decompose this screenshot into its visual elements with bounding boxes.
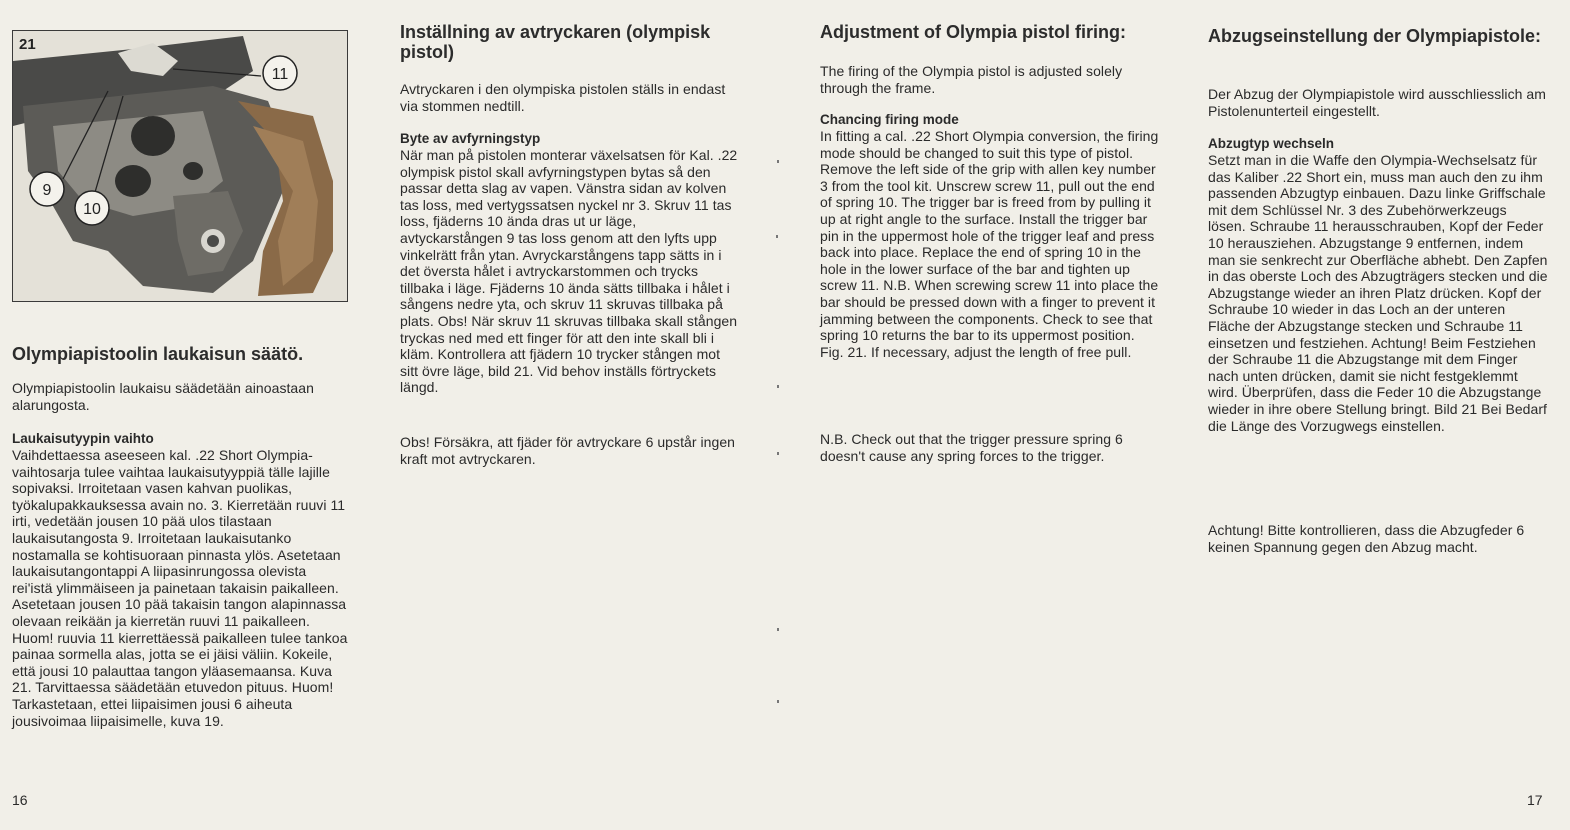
figure-21 xyxy=(12,30,348,302)
finnish-intro: Olympiapistoolin laukaisu säädetään ainoastaan alarungosta. xyxy=(12,380,314,413)
swedish-note: Obs! Försäkra, att fjäder för avtryckare 6 upstår ingen kraft mot avtryckaren. xyxy=(400,434,736,467)
german-body: Setzt man in die Waffe den Olympia-Wechselsatz für das Kaliber .22 Short ein, muss man auch den zu ihm passenden Abzugtyp einbauen. Dazu linke Griffschale mit dem Schlüssel Nr. 3 des Zubehörwerkzeugs lösen. Schraube 11 herausschrauben, Kopf der Feder 10 herausziehen. Abzugstange 9 entfernen, indem man sie senkrecht zur Oberfläche abhebt. Den Zapfen in das oberste Loch des Abzugträgers stecken und die Abzugstange wieder an ihren Platz drücken. Kopf der Schraube 10 wieder in das Loch an der unteren Fläche der Abzugstange stecken und Schraube 11 einsetzen und festziehen. Achtung! Beim Festziehen der Schraube 11 die Abzugstange mit dem Finger nach unten drücken, damit sie nicht festgeklemmt wird. Überprüfen, dass die Feder 10 die Abzugstange wieder in ihre obere Stellung bringt. Bild 21 Bei Bedarf die Länge des Vorzugwegs einstellen. xyxy=(1208,152,1548,434)
callout-10-label: 10 xyxy=(83,201,101,218)
english-intro: The firing of the Olympia pistol is adjusted solely through the frame. xyxy=(820,63,1123,96)
german-intro: Der Abzug der Olympiapistole wird ausschliesslich am Pistolenunterteil eingestellt. xyxy=(1208,86,1546,119)
figure-number: 21 xyxy=(19,36,36,53)
finnish-body: Vaihdettaessa aseeseen kal. .22 Short Olympia-vaihtosarja tulee vaihtaa laukaisutyyppiä tälle lajille sopivaksi. Irroitetaan vasen kahvan puolikas, työkalupakkauksessa avain no. 3. Kierretään ruuvi 11 irti, vedetään jousen 10 pää ulos tilastaan laukaisutangosta 9. Irroitetaan laukaisutanko nostamalla se kohtisuoraan pinnasta ylös. Asetetaan laukaisutangontappi A liipasinrungossa olevista rei'istä ylimmäiseen ja painetaan takaisin paikalleen. Asetetaan jousen 10 pää takaisin tangon alapinnassa olevaan reikään ja kierretän ruuvi 11 paikalleen. Huom! ruuvia 11 kierrettäessä paikalleen tulee tankoa painaa sormella alas, jotta se ei jäisi väliin. Kokeile, että jousi 10 palauttaa tangon yläasemaansa. Kuva 21. Tarvittaessa säädetään etuvedon pituus. Huom! Tarkastetaan, ettei liipaisimen jousi 6 aiheuta jousivoimaa liipaisimelle, kuva 19. xyxy=(12,447,348,729)
finnish-subheading: Laukaisutyypin vaihto xyxy=(12,431,154,446)
german-subheading: Abzugtyp wechseln xyxy=(1208,136,1335,151)
swedish-heading: Inställning av avtryckaren (olympisk pistol) xyxy=(400,22,711,62)
callout-9-label: 9 xyxy=(42,182,52,199)
page-number-right: 17 xyxy=(1527,792,1543,808)
page-number-left: 16 xyxy=(12,792,28,808)
pistol-frame-illustration xyxy=(13,31,347,301)
swedish-subheading: Byte av avfyrningstyp xyxy=(400,131,541,146)
swedish-intro: Avtryckaren i den olympiska pistolen ställs in endast via stommen nedtill. xyxy=(400,81,726,114)
swedish-body: När man på pistolen monterar växelsatsen för Kal. .22 olympisk pistol skall avfyrningstypen bytas så den passar detta slag av vapen. Vänstra sidan av kolven tas loss, med vertygssatsen nyckel nr 3. Skruv 11 tas loss, fjäderns 10 ända dras ut ur läge, avtyckarstången 9 tas loss genom att den lyfts upp vinkelrätt från ytan. Avryckarstångens tapp sätts in i det översta hålet i avtryckarstommen och trycks tillbaka i läge. Fjäderns 10 ända sätts tillbaka i hålet i sångens nedre yta, och skruv 11 skruvas tillbaka på plats. Obs! När skruv 11 skruvas tillbaka skall stången tryckas ned med ett finger för att den inte skall bli i kläm. Kontrollera att fjädern 10 trycker stången mot sitt övre läge, bild 21. Vid behov inställs förtryckets längd. xyxy=(400,147,738,396)
english-subheading: Chancing firing mode xyxy=(820,112,959,127)
callout-11-label: 11 xyxy=(271,66,289,83)
german-heading: Abzugseinstellung der Olympiapistole: xyxy=(1208,26,1542,46)
german-note: Achtung! Bitte kontrollieren, dass die Abzugfeder 6 keinen Spannung gegen den Abzug macht. xyxy=(1208,522,1525,555)
english-body: In fitting a cal. .22 Short Olympia conversion, the firing mode should be changed to suit this type of pistol. Remove the left side of the grip with allen key number 3 from the tool kit. Unscrew screw 11, pull out the end of spring 10. The trigger bar is freed from by pulling it up at right angle to the surface. Install the trigger bar pin in the uppermost hole of the trigger leaf and press back into place. Replace the end of spring 10 in the hole in the lower surface of the bar and tighten up screw 11. N.B. When screwing screw 11 into place the bar should be pressed down with a finger to prevent it jamming between the components. Check to see that spring 10 returns the bar to its uppermost position. Fig. 21. If necessary, adjust the length of free pull. xyxy=(820,128,1159,360)
finnish-heading: Olympiapistoolin laukaisun säätö. xyxy=(12,344,304,364)
english-note: N.B. Check out that the trigger pressure spring 6 doesn't cause any spring forces to the trigger. xyxy=(820,431,1123,464)
english-heading: Adjustment of Olympia pistol firing: xyxy=(820,22,1126,42)
